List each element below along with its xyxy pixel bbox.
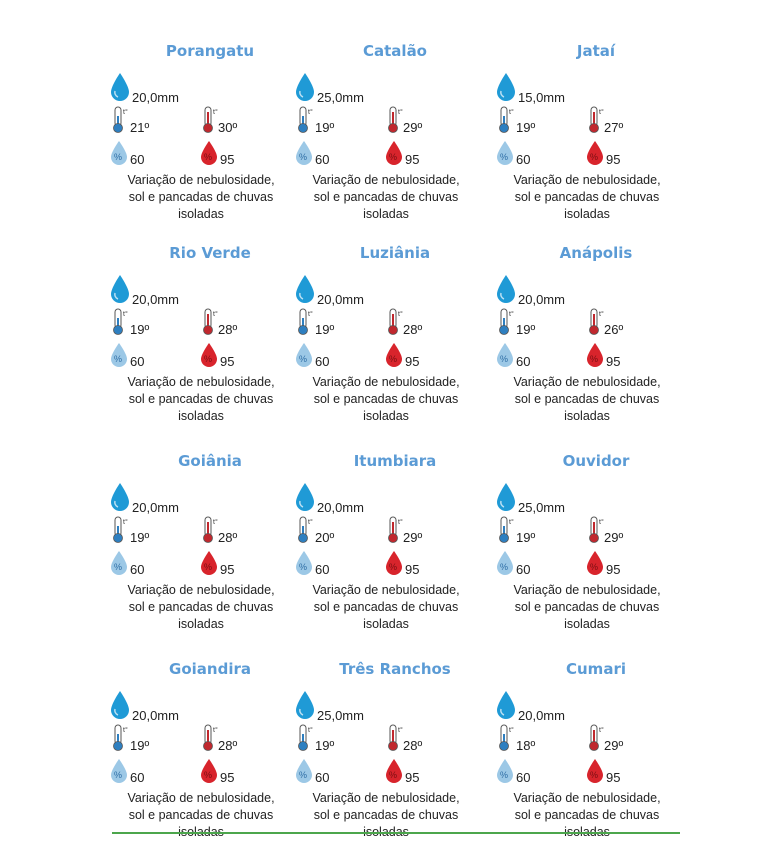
svg-text:t°: t° (213, 727, 218, 734)
thermometer-cold-icon (498, 516, 514, 544)
thermometer-cold-icon (297, 724, 313, 752)
svg-text:%: % (299, 354, 308, 364)
temp-max-value: 29º (403, 530, 423, 545)
svg-text:%: % (500, 562, 509, 572)
thermometer-cold-icon (112, 516, 128, 544)
thermometer-cold-icon (498, 106, 514, 134)
svg-text:t°: t° (123, 727, 128, 734)
city-forecast (295, 452, 495, 632)
svg-text:%: % (114, 562, 123, 572)
humidity-max-value: 95 (405, 152, 420, 167)
humidity-low-icon (110, 758, 128, 784)
city-forecast (110, 42, 310, 222)
svg-text:t°: t° (599, 519, 604, 526)
humidity-high-icon (586, 550, 604, 576)
forecast-description (116, 582, 286, 633)
humidity-min-value: 60 (130, 354, 145, 369)
humidity-high-icon (586, 342, 604, 368)
rain-drop-icon (110, 274, 130, 304)
thermometer-hot-icon (387, 724, 403, 752)
forecast-description (116, 374, 286, 425)
humidity-min-value: 60 (130, 152, 145, 167)
city-name: Cumari (566, 660, 626, 678)
humidity-low-icon (295, 140, 313, 166)
svg-text:t°: t° (123, 311, 128, 318)
description-line: sol e pancadas de chuvas (514, 808, 660, 822)
humidity-min-value: 60 (516, 562, 531, 577)
temp-min-value: 19º (516, 530, 536, 545)
humidity-low-icon (496, 550, 514, 576)
rain-drop-icon (295, 482, 315, 512)
temp-max-value: 28º (403, 322, 423, 337)
humidity-high-icon (200, 342, 218, 368)
rain-drop-icon (295, 690, 315, 720)
temp-max-value: 30º (218, 120, 238, 135)
svg-text:t°: t° (599, 311, 604, 318)
thermometer-hot-icon (202, 516, 218, 544)
description-line: isoladas (178, 207, 224, 221)
svg-text:t°: t° (308, 109, 313, 116)
svg-text:t°: t° (599, 109, 604, 116)
svg-text:t°: t° (509, 109, 514, 116)
humidity-low-icon (295, 550, 313, 576)
svg-text:t°: t° (308, 727, 313, 734)
description-line: isoladas (363, 617, 409, 631)
city-name: Goiandira (169, 660, 251, 678)
city-forecast (295, 42, 495, 222)
svg-text:%: % (204, 770, 213, 780)
description-line: Variação de nebulosidade, (312, 583, 460, 597)
city-forecast (110, 660, 310, 840)
svg-text:t°: t° (509, 727, 514, 734)
humidity-low-icon (295, 342, 313, 368)
description-line: Variação de nebulosidade, (513, 173, 661, 187)
svg-text:%: % (299, 152, 308, 162)
rain-value: 15,0mm (518, 90, 565, 105)
city-name: Ouvidor (562, 452, 630, 470)
humidity-high-icon (586, 140, 604, 166)
temp-min-value: 19º (130, 322, 150, 337)
humidity-high-icon (586, 758, 604, 784)
description-line: Variação de nebulosidade, (127, 173, 275, 187)
temp-max-value: 29º (604, 738, 624, 753)
forecast-description (502, 172, 672, 223)
city-forecast (295, 244, 495, 424)
svg-text:t°: t° (509, 519, 514, 526)
footer-divider (112, 832, 680, 834)
svg-text:%: % (204, 562, 213, 572)
thermometer-hot-icon (202, 308, 218, 336)
temp-max-value: 26º (604, 322, 624, 337)
description-line: sol e pancadas de chuvas (128, 600, 274, 614)
description-line: isoladas (564, 207, 610, 221)
humidity-min-value: 60 (315, 152, 330, 167)
rain-value: 20,0mm (317, 292, 364, 307)
svg-text:t°: t° (308, 311, 313, 318)
temp-max-value: 28º (218, 322, 238, 337)
svg-text:%: % (590, 770, 599, 780)
rain-value: 20,0mm (317, 500, 364, 515)
rain-value: 20,0mm (132, 500, 179, 515)
humidity-max-value: 95 (606, 152, 621, 167)
humidity-high-icon (200, 550, 218, 576)
thermometer-hot-icon (387, 516, 403, 544)
temp-max-value: 29º (403, 120, 423, 135)
svg-text:%: % (389, 562, 398, 572)
city-forecast (110, 244, 310, 424)
svg-text:t°: t° (123, 109, 128, 116)
rain-drop-icon (496, 482, 516, 512)
description-line: isoladas (178, 617, 224, 631)
svg-text:%: % (590, 562, 599, 572)
humidity-max-value: 95 (220, 354, 235, 369)
svg-text:t°: t° (123, 519, 128, 526)
svg-text:t°: t° (398, 109, 403, 116)
description-line: sol e pancadas de chuvas (313, 808, 459, 822)
thermometer-cold-icon (297, 516, 313, 544)
humidity-max-value: 95 (405, 770, 420, 785)
svg-text:t°: t° (213, 519, 218, 526)
thermometer-cold-icon (498, 308, 514, 336)
description-line: Variação de nebulosidade, (127, 583, 275, 597)
rain-drop-icon (110, 482, 130, 512)
description-line: isoladas (363, 207, 409, 221)
humidity-low-icon (496, 342, 514, 368)
svg-text:%: % (389, 354, 398, 364)
svg-text:t°: t° (398, 727, 403, 734)
description-line: sol e pancadas de chuvas (313, 190, 459, 204)
humidity-min-value: 60 (516, 152, 531, 167)
svg-text:%: % (500, 152, 509, 162)
forecast-description (502, 582, 672, 633)
rain-drop-icon (295, 72, 315, 102)
svg-text:%: % (389, 152, 398, 162)
svg-text:%: % (204, 354, 213, 364)
rain-drop-icon (496, 72, 516, 102)
city-name: Anápolis (559, 244, 633, 262)
humidity-min-value: 60 (315, 770, 330, 785)
city-name: Goiânia (178, 452, 242, 470)
description-line: sol e pancadas de chuvas (128, 808, 274, 822)
humidity-low-icon (295, 758, 313, 784)
svg-text:%: % (500, 770, 509, 780)
svg-text:%: % (299, 770, 308, 780)
svg-text:t°: t° (213, 109, 218, 116)
svg-text:t°: t° (308, 519, 313, 526)
description-line: sol e pancadas de chuvas (514, 600, 660, 614)
temp-min-value: 19º (315, 322, 335, 337)
description-line: Variação de nebulosidade, (127, 791, 275, 805)
city-name: Itumbiara (353, 452, 437, 470)
thermometer-cold-icon (297, 308, 313, 336)
thermometer-cold-icon (112, 308, 128, 336)
humidity-min-value: 60 (516, 770, 531, 785)
description-line: sol e pancadas de chuvas (313, 600, 459, 614)
humidity-low-icon (496, 758, 514, 784)
rain-drop-icon (110, 690, 130, 720)
description-line: isoladas (564, 617, 610, 631)
humidity-high-icon (200, 758, 218, 784)
city-forecast (496, 660, 696, 840)
svg-text:%: % (389, 770, 398, 780)
city-name: Luziânia (359, 244, 431, 262)
description-line: Variação de nebulosidade, (312, 173, 460, 187)
city-forecast (496, 452, 696, 632)
rain-drop-icon (110, 72, 130, 102)
forecast-description (301, 374, 471, 425)
humidity-high-icon (385, 342, 403, 368)
humidity-high-icon (385, 550, 403, 576)
humidity-low-icon (110, 550, 128, 576)
thermometer-hot-icon (202, 106, 218, 134)
city-name: Porangatu (165, 42, 255, 60)
svg-text:t°: t° (398, 311, 403, 318)
description-line: isoladas (178, 409, 224, 423)
description-line: Variação de nebulosidade, (312, 791, 460, 805)
description-line: sol e pancadas de chuvas (128, 190, 274, 204)
city-forecast (110, 452, 310, 632)
humidity-min-value: 60 (130, 562, 145, 577)
svg-text:t°: t° (213, 311, 218, 318)
humidity-max-value: 95 (220, 562, 235, 577)
humidity-min-value: 60 (315, 562, 330, 577)
humidity-min-value: 60 (130, 770, 145, 785)
description-line: sol e pancadas de chuvas (313, 392, 459, 406)
humidity-max-value: 95 (606, 562, 621, 577)
humidity-max-value: 95 (606, 354, 621, 369)
thermometer-hot-icon (588, 516, 604, 544)
temp-max-value: 28º (403, 738, 423, 753)
rain-drop-icon (496, 690, 516, 720)
temp-max-value: 29º (604, 530, 624, 545)
description-line: Variação de nebulosidade, (513, 375, 661, 389)
description-line: Variação de nebulosidade, (513, 791, 661, 805)
rain-value: 25,0mm (317, 708, 364, 723)
svg-text:%: % (114, 770, 123, 780)
thermometer-cold-icon (112, 724, 128, 752)
humidity-low-icon (496, 140, 514, 166)
rain-value: 25,0mm (317, 90, 364, 105)
humidity-max-value: 95 (606, 770, 621, 785)
rain-value: 20,0mm (518, 292, 565, 307)
thermometer-hot-icon (588, 308, 604, 336)
thermometer-cold-icon (498, 724, 514, 752)
temp-max-value: 28º (218, 738, 238, 753)
description-line: isoladas (564, 409, 610, 423)
temp-max-value: 28º (218, 530, 238, 545)
svg-text:t°: t° (599, 727, 604, 734)
thermometer-hot-icon (202, 724, 218, 752)
city-name: Rio Verde (169, 244, 251, 262)
temp-min-value: 19º (315, 738, 335, 753)
temp-min-value: 19º (516, 120, 536, 135)
city-forecast (295, 660, 495, 840)
description-line: sol e pancadas de chuvas (514, 392, 660, 406)
description-line: sol e pancadas de chuvas (128, 392, 274, 406)
temp-min-value: 18º (516, 738, 536, 753)
temp-min-value: 19º (315, 120, 335, 135)
forecast-description (116, 172, 286, 223)
thermometer-cold-icon (112, 106, 128, 134)
humidity-min-value: 60 (315, 354, 330, 369)
humidity-low-icon (110, 342, 128, 368)
forecast-description (301, 172, 471, 223)
svg-text:%: % (590, 152, 599, 162)
rain-drop-icon (496, 274, 516, 304)
humidity-max-value: 95 (405, 354, 420, 369)
description-line: Variação de nebulosidade, (312, 375, 460, 389)
rain-value: 20,0mm (132, 292, 179, 307)
forecast-description (301, 582, 471, 633)
svg-text:%: % (500, 354, 509, 364)
thermometer-hot-icon (387, 308, 403, 336)
svg-text:%: % (114, 354, 123, 364)
svg-text:t°: t° (509, 311, 514, 318)
city-name: Três Ranchos (339, 660, 451, 678)
temp-min-value: 19º (130, 738, 150, 753)
city-forecast (496, 42, 696, 222)
rain-value: 20,0mm (132, 708, 179, 723)
svg-text:t°: t° (398, 519, 403, 526)
humidity-high-icon (200, 140, 218, 166)
city-forecast (496, 244, 696, 424)
svg-text:%: % (204, 152, 213, 162)
description-line: isoladas (363, 409, 409, 423)
description-line: sol e pancadas de chuvas (514, 190, 660, 204)
svg-text:%: % (590, 354, 599, 364)
temp-min-value: 19º (516, 322, 536, 337)
temp-min-value: 21º (130, 120, 150, 135)
humidity-high-icon (385, 140, 403, 166)
humidity-max-value: 95 (220, 152, 235, 167)
humidity-min-value: 60 (516, 354, 531, 369)
humidity-high-icon (385, 758, 403, 784)
rain-value: 20,0mm (132, 90, 179, 105)
humidity-max-value: 95 (220, 770, 235, 785)
thermometer-hot-icon (588, 106, 604, 134)
humidity-max-value: 95 (405, 562, 420, 577)
thermometer-hot-icon (387, 106, 403, 134)
city-name: Jataí (576, 42, 616, 60)
description-line: Variação de nebulosidade, (127, 375, 275, 389)
svg-text:%: % (299, 562, 308, 572)
temp-max-value: 27º (604, 120, 624, 135)
thermometer-cold-icon (297, 106, 313, 134)
city-name: Catalão (363, 42, 427, 60)
forecast-description (502, 374, 672, 425)
temp-min-value: 20º (315, 530, 335, 545)
svg-text:%: % (114, 152, 123, 162)
description-line: Variação de nebulosidade, (513, 583, 661, 597)
rain-value: 20,0mm (518, 708, 565, 723)
rain-drop-icon (295, 274, 315, 304)
temp-min-value: 19º (130, 530, 150, 545)
rain-value: 25,0mm (518, 500, 565, 515)
humidity-low-icon (110, 140, 128, 166)
thermometer-hot-icon (588, 724, 604, 752)
